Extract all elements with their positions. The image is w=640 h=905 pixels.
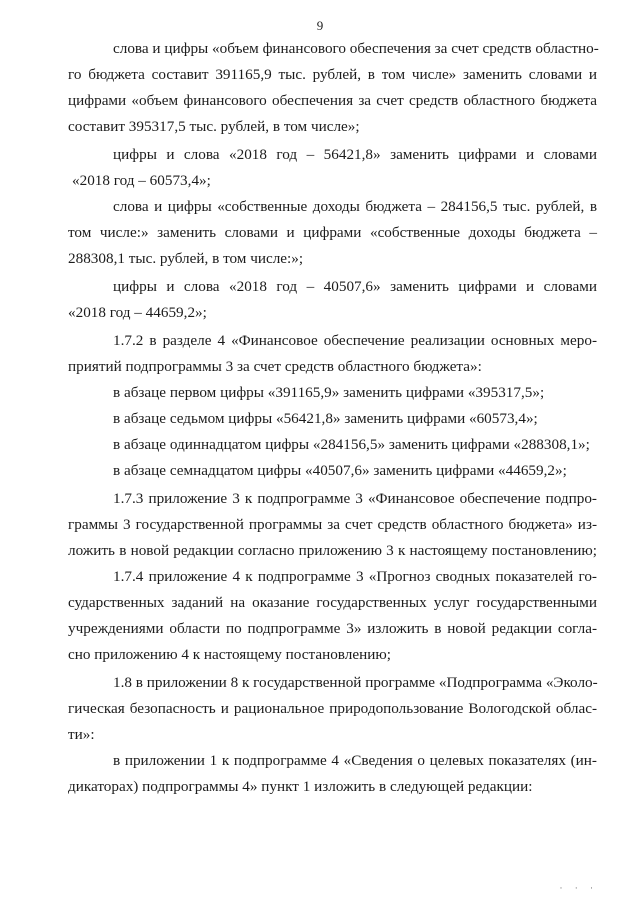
text-line: цифры и слова «2018 год – 40507,6» заменить цифрами и словами xyxy=(113,278,597,295)
text-line: го бюджета составит 391165,9 тыс. рублей, в том числе» заменить словами и xyxy=(68,66,597,83)
text-line: ти»: xyxy=(68,726,95,743)
text-line: в приложении 1 к подпрограмме 4 «Сведения о целевых показателях (ин- xyxy=(113,752,597,769)
text-line: гическая безопасность и рациональное природопользование Вологодской облас- xyxy=(68,700,597,717)
text-line: сно приложению 4 к настоящему постановлению; xyxy=(68,646,391,663)
text-line: в абзаце одиннадцатом цифры «284156,5» заменить цифрами «288308,1»; xyxy=(113,436,590,453)
text-line: в абзаце первом цифры «391165,9» заменить цифрами «395317,5»; xyxy=(113,384,545,401)
text-line: 1.7.3 приложение 3 к подпрограмме 3 «Финансовое обеспечение подпро- xyxy=(113,490,597,507)
text-line: приятий подпрограммы 3 за счет средств областного бюджета»: xyxy=(68,358,482,375)
text-line: «2018 год – 60573,4»; xyxy=(72,172,211,189)
text-line: сударственных заданий на оказание государственных услуг государственными xyxy=(68,594,597,611)
text-line: 1.7.2 в разделе 4 «Финансовое обеспечение реализации основных меро- xyxy=(113,332,597,349)
text-line: дикаторах) подпрограммы 4» пункт 1 изложить в следующей редакции: xyxy=(68,778,533,795)
text-line: учреждениями области по подпрограмме 3» изложить в новой редакции согла- xyxy=(68,620,597,637)
page-number: 9 xyxy=(316,18,324,33)
text-line: слова и цифры «объем финансового обеспечения за счет средств областно- xyxy=(113,40,599,57)
text-line: «2018 год – 44659,2»; xyxy=(68,304,207,321)
text-line: слова и цифры «собственные доходы бюджета – 284156,5 тыс. рублей, в xyxy=(113,198,597,215)
text-line: в абзаце седьмом цифры «56421,8» заменить цифрами «60573,4»; xyxy=(113,410,538,427)
text-line: ложить в новой редакции согласно приложению 3 к настоящему постановлению; xyxy=(68,542,597,559)
text-line: составит 395317,5 тыс. рублей, в том числе»; xyxy=(68,118,360,135)
scan-marks: · · · xyxy=(559,883,598,893)
text-line: в абзаце семнадцатом цифры «40507,6» заменить цифрами «44659,2»; xyxy=(113,462,567,479)
text-line: 1.8 в приложении 8 к государственной программе «Подпрограмма «Эколо- xyxy=(113,674,598,691)
text-line: 288308,1 тыс. рублей, в том числе:»; xyxy=(68,250,304,267)
text-line: цифры и слова «2018 год – 56421,8» заменить цифрами и словами xyxy=(113,146,597,163)
text-line: цифрами «объем финансового обеспечения за счет средств областного бюджета xyxy=(68,92,597,109)
text-line: 1.7.4 приложение 4 к подпрограмме 3 «Прогноз сводных показателей го- xyxy=(113,568,597,585)
text-line: граммы 3 государственной программы за счет средств областного бюджета» из- xyxy=(68,516,597,533)
text-line: том числе:» заменить словами и цифрами «собственные доходы бюджета – xyxy=(68,224,597,241)
